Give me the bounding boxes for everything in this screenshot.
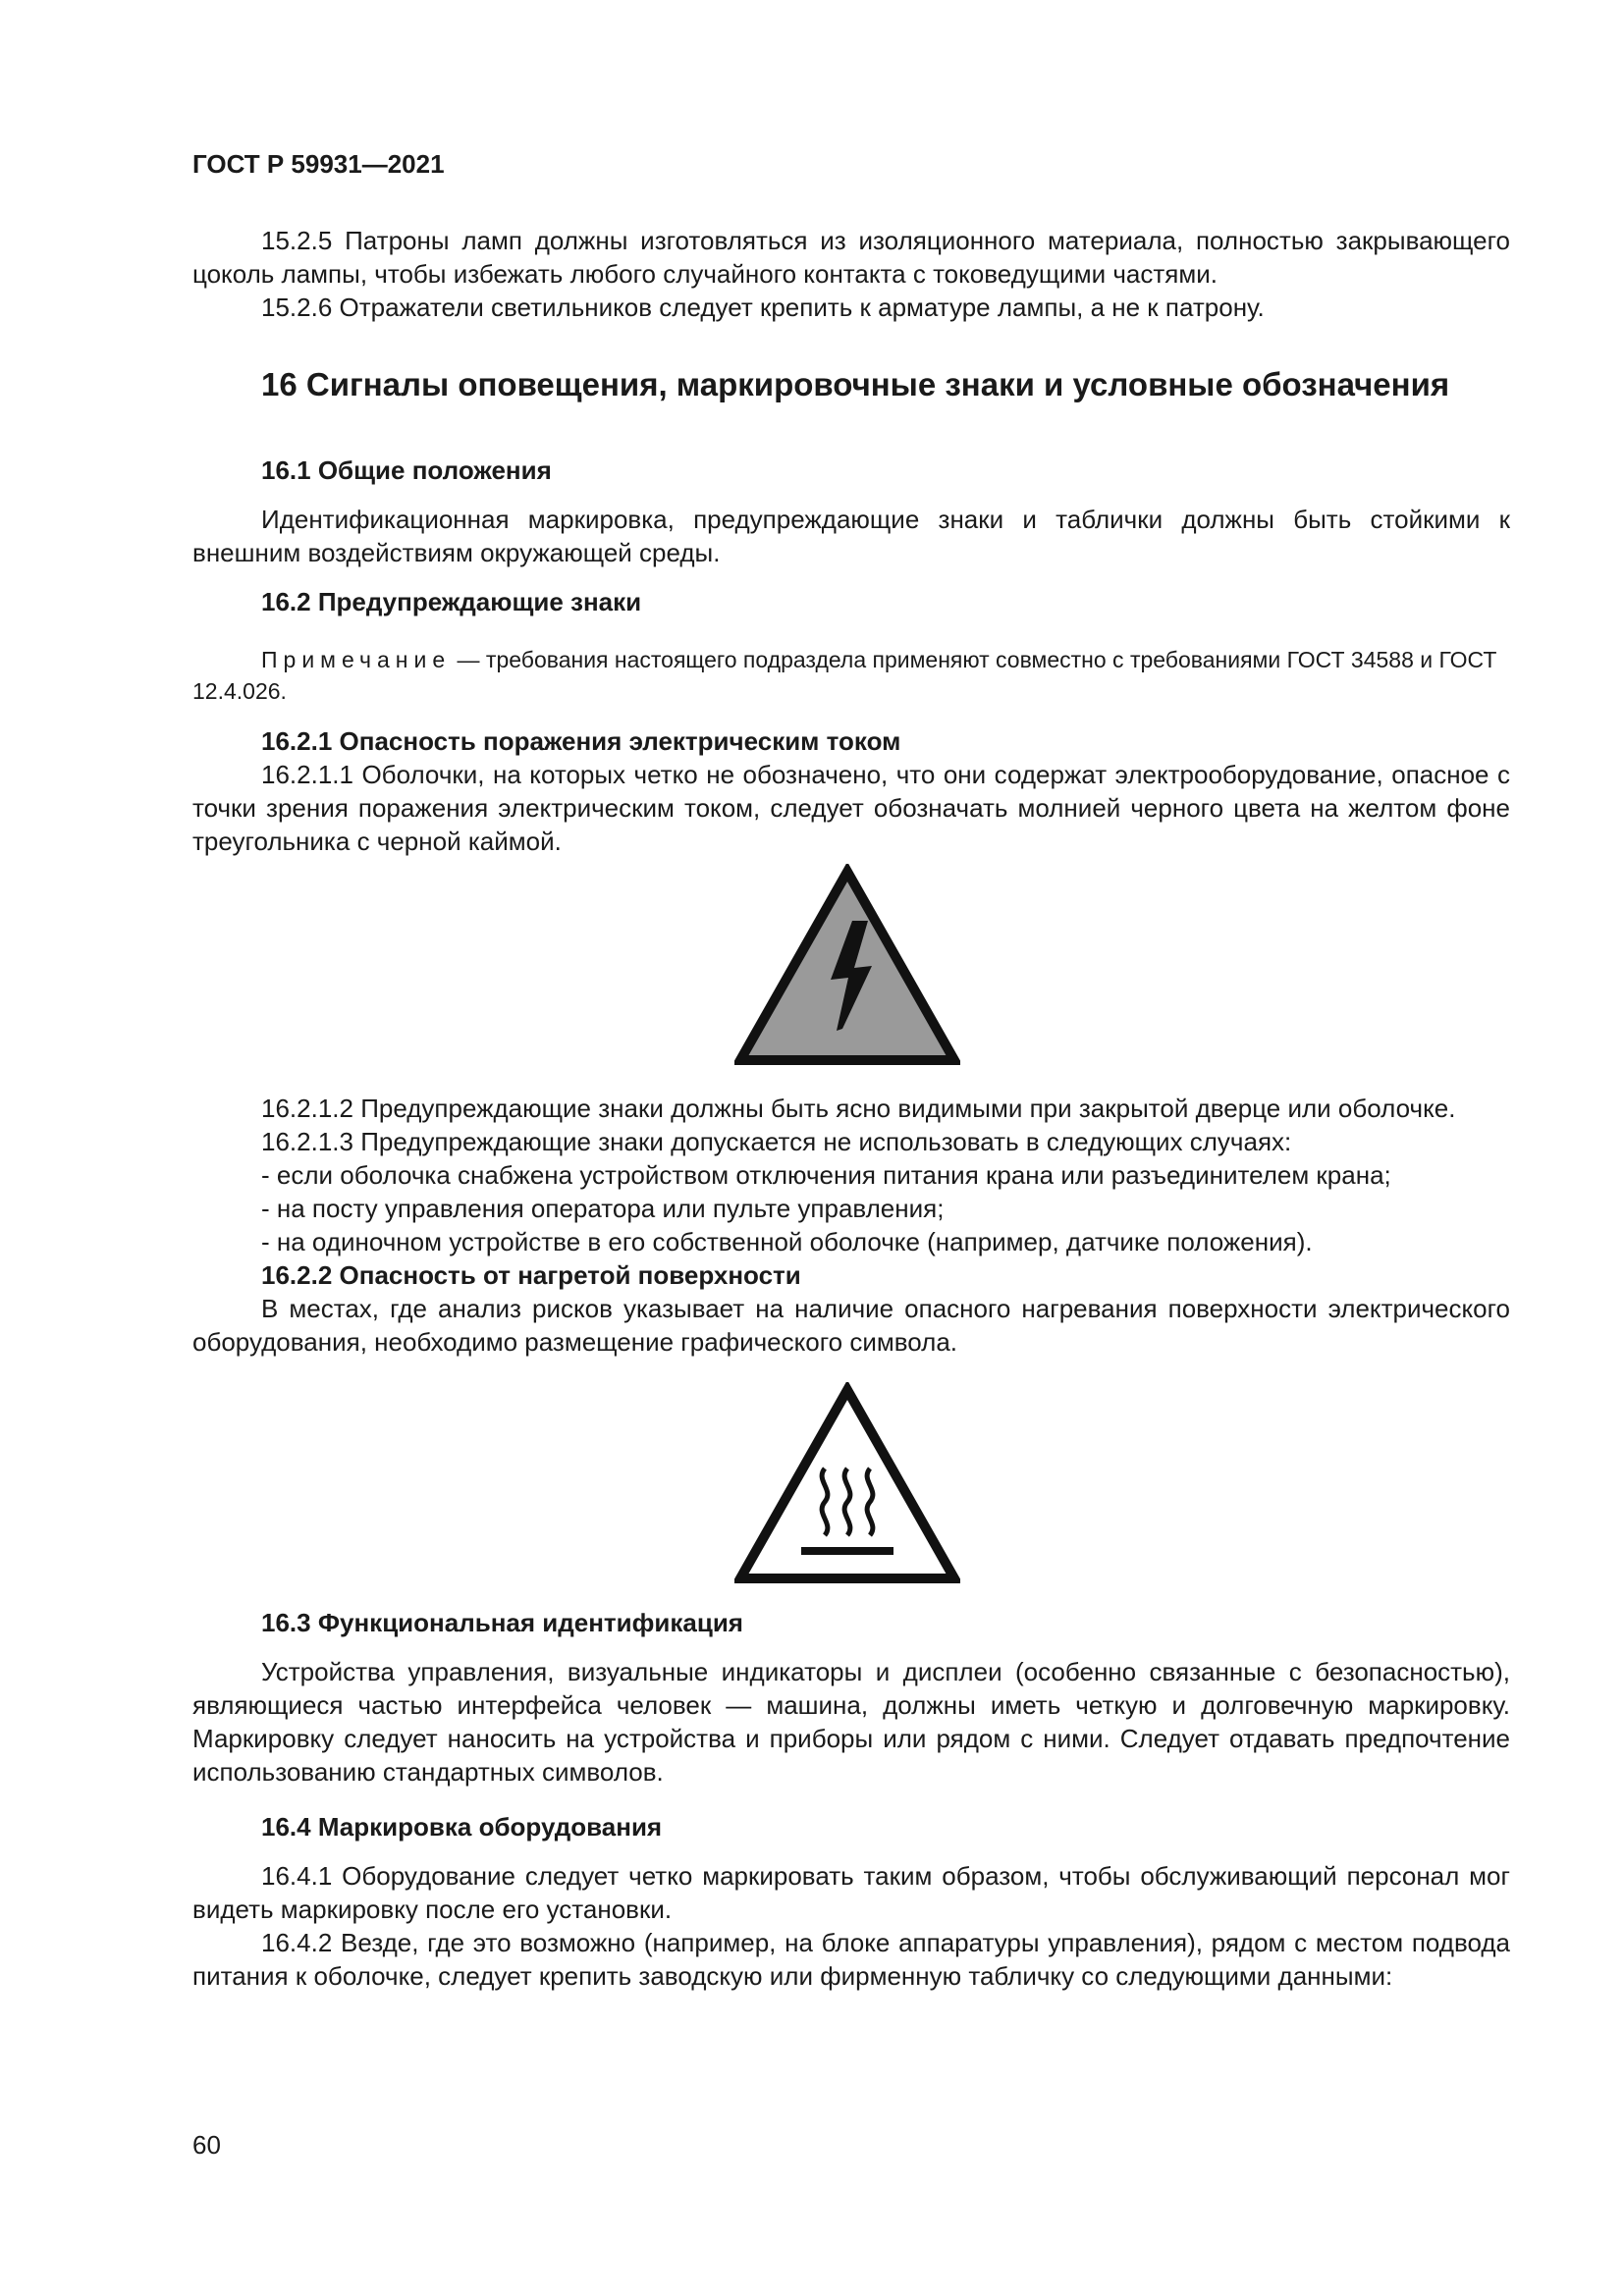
section-16-3-text: Устройства управления, визуальные индикаторы и дисплеи (особенно связанные с безопасностью), являющиеся частью интерфейса человек — машина, должны иметь четкую и долговечную маркировку. Маркировку следует наносить на устройства и приборы или рядом с ними. Следует отдавать предпочтение использованию стандартных символов. <box>192 1657 1510 1787</box>
document-header: ГОСТ Р 59931—2021 <box>192 149 445 179</box>
section-16-2-2-text: В местах, где анализ рисков указывает на наличие опасного нагревания поверхности электрического оборудования, необходимо размещение графического символа. <box>192 1294 1510 1357</box>
list-item: - если оболочка снабжена устройством отключения питания крана или разъединителем крана; <box>261 1160 1391 1190</box>
paragraph-15-2-5: 15.2.5 Патроны ламп должны изготовляться из изоляционного материала, полностью закрывающего цоколь лампы, чтобы избежать любого случайного контакта с токоведущими частями. <box>192 226 1510 289</box>
section-16-3-title: 16.3 Функциональная идентификация <box>261 1608 743 1637</box>
section-16-title: 16 Сигналы оповещения, маркировочные знаки и условные обозначения <box>261 366 1450 402</box>
page-number: 60 <box>192 2130 221 2160</box>
paragraph-16-2-1-2: 16.2.1.2 Предупреждающие знаки должны быть ясно видимыми при закрытой дверце или оболочке. <box>261 1094 1456 1123</box>
note-paragraph <box>192 644 1510 707</box>
note-text: — требования настоящего подраздела применяют совместно с требованиями ГОСТ 34588 и ГОСТ 12.4.026. <box>192 647 1497 704</box>
section-16-4-title: 16.4 Маркировка оборудования <box>261 1812 663 1842</box>
section-16-2-2-title: 16.2.2 Опасность от нагретой поверхности <box>261 1260 801 1290</box>
paragraph-16-2-1-3: 16.2.1.3 Предупреждающие знаки допускается не использовать в следующих случаях: <box>261 1127 1292 1156</box>
section-16-2-title: 16.2 Предупреждающие знаки <box>261 587 642 616</box>
paragraph-16-2-1-1: 16.2.1.1 Оболочки, на которых четко не обозначено, что они содержат электрооборудование, опасное с точки зрения поражения электрическим током, следует обозначать молнией черного цвета на желтом фоне треугольника с черной каймой. <box>192 760 1510 856</box>
section-16-1-text: Идентификационная маркировка, предупреждающие знаки и таблички должны быть стойкими к внешним воздействиям окружающей среды. <box>192 505 1510 567</box>
electric-hazard-icon <box>734 864 960 1066</box>
list-item: - на посту управления оператора или пульте управления; <box>261 1194 945 1223</box>
paragraph-15-2-6: 15.2.6 Отражатели светильников следует крепить к арматуре лампы, а не к патрону. <box>261 293 1265 322</box>
note-label: Примечание <box>261 647 452 672</box>
paragraph-16-4-2: 16.4.2 Везде, где это возможно (например, на блоке аппаратуры управления), рядом с местом подвода питания к оболочке, следует крепить заводскую или фирменную табличку со следующими данными: <box>192 1928 1510 1991</box>
hot-surface-icon <box>734 1382 960 1584</box>
hot-surface-bar <box>801 1547 893 1555</box>
list-item: - на одиночном устройстве в его собственной оболочке (например, датчике положения). <box>261 1227 1313 1256</box>
section-16-1-title: 16.1 Общие положения <box>261 455 552 485</box>
section-16-2-1-title: 16.2.1 Опасность поражения электрическим током <box>261 726 901 756</box>
paragraph-16-4-1: 16.4.1 Оборудование следует четко маркировать таким образом, чтобы обслуживающий персонал мог видеть маркировку после его установки. <box>192 1861 1510 1924</box>
